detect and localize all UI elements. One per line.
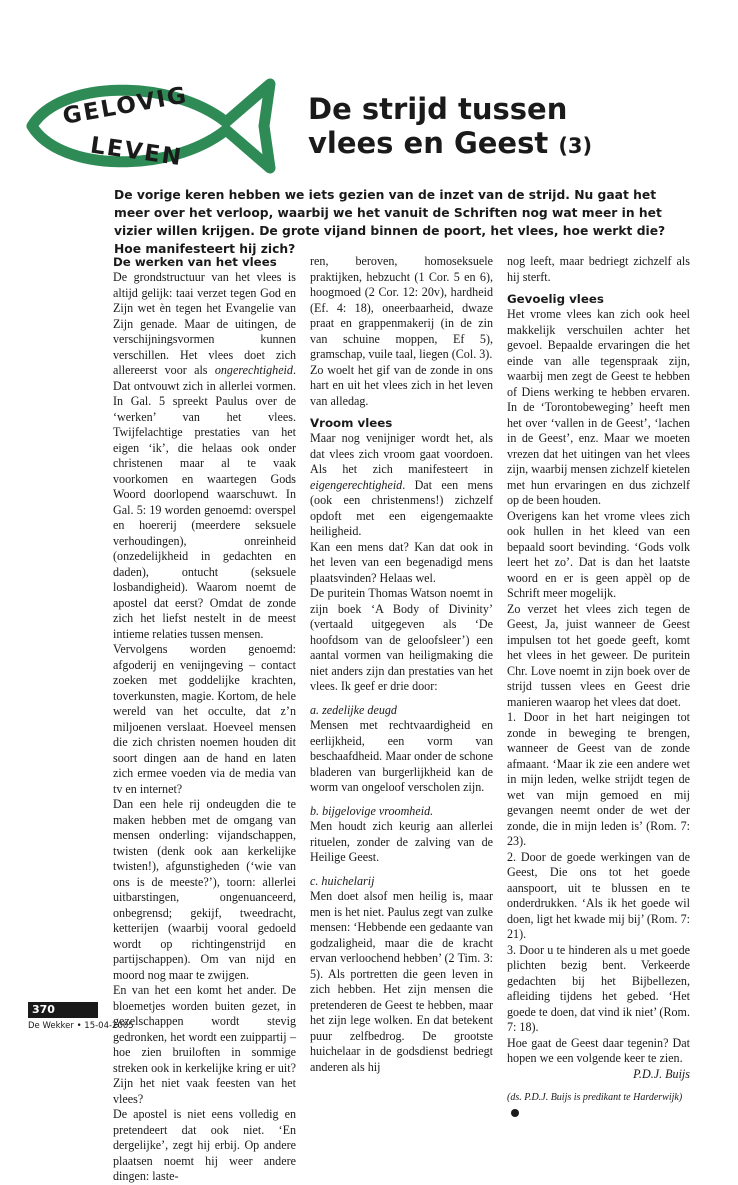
author-signature: P.D.J. Buijs — [633, 1066, 690, 1081]
heading-gevoelig-vlees: Gevoelig vlees — [507, 292, 604, 306]
paragraph: Het vrome vlees kan zich ook heel makkelijk verschuilen achter het gevoel. Bepaalde ervaringen die het einde van alle tegenspraak zijn, waarbij men zegt de Geest te hebben of Diens werking te hebben ervaren. In de ‘Torontobeweging’ heeft men het over ‘vallen in de Geest’, ‘lachen in de Geest’, enz. Maar we moeten vrezen dat het uitingen van het vlees zijn, waarbij mensen zichzelf kietelen met hun ervaringen en dus zichzelf op de been houden. — [507, 307, 691, 507]
logo-word-leven: LEVEN — [88, 132, 185, 172]
paragraph: Dan een hele rij ondeugden die te maken hebben met de omgang van mensen onderling: vijandschappen, twisten (denk ook aan kerkelijke twisten!), afgunstigheden (‘wie van ons is de meeste?’), toorn: allerlei uitbarstingen, ongenuanceerd, onbegrensd; gekijf, tweedracht, ketterijen (waarbij vooral gedoeld wordt op richtingenstrijd en partijschappen). Om van nijd en moord nog maar te zwijgen. — [113, 797, 296, 982]
paragraph: En van het een komt het ander. De bloemetjes worden buiten gezet, in gezelschappen wordt stevig gedronken, het wordt een zuippartij – hoe zien bruiloften in sommige streken ook in kerkelijke kring er uit? Zijn het niet vaak feesten van het vlees? — [113, 983, 296, 1106]
paragraph: Vervolgens worden genoemd: afgoderij en venijngeving – contact zoeken met goddelijke krachten, toverkunsten, magie. Kortom, de hele wereld van het occulte, dat z’n miljoenen verslaat. Hoeveel mensen die zich christen noemen houden dit soort dingen aan de hand en laten zich ermee voeden via de media van tv en internet? — [113, 642, 296, 796]
paragraph: nog leeft, maar bedriegt zichzelf als hij sterft. — [507, 254, 690, 284]
title-line-2: vlees en Geest — [308, 126, 549, 160]
journal-issue: De Wekker • 15-04-2005 — [28, 1021, 134, 1031]
gelovig-leven-fish-logo — [20, 72, 282, 180]
paragraph: Maar nog venijniger wordt het, als dat vlees zich vroom gaat voordoen. Als het zich manifesteert in eigengerechtigheid. Dat een mens (ook een christenmens!) zichzelf opdoft met een eigengemaakte heiligheid. — [310, 431, 493, 538]
paragraph: 1. Door in het hart neigingen tot zonde in beweging te brengen, wanneer de Geest van de zonde afmaant. ‘Maar ik zie een andere wet in mijn leden, welke strijdt tegen de wet van mijn gemoed en mij gevangen neemt onder de wet der zonde, die in mijn leden is’ (Rom. 7: 23). — [507, 710, 690, 848]
paragraph: Hoe gaat de Geest daar tegenin? Dat hopen we een volgende keer te zien. — [507, 1035, 690, 1065]
column-1 — [113, 254, 296, 1185]
page-number: 370 — [28, 1002, 98, 1018]
paragraph: De apostel is niet eens volledig en pretendeert dat ook niet. ‘En dergelijke’, zegt hij erbij. Op andere plaatsen noemt hij weer andere dingen: laste- — [113, 1107, 296, 1183]
paragraph: ren, beroven, homoseksuele praktijken, hebzucht (1 Cor. 5 en 6), hoogmoed (2 Cor. 12: 20v), hardheid (Ef. 4: 18), oneerbaarheid, dwaze praat en grappenmakerij (in de zin van schuine moppen, Ef 5), gramschap, vuile taal, liegen (Col. 3). — [310, 254, 493, 361]
column-2 — [310, 254, 493, 1075]
paragraph: 2. Door de goede werkingen van de Geest, Die ons tot het goede aanspoort, uit te blussen en te onderdrukken. ‘Als ik het goede wil doen, ligt het kwade mij bij’ (Rom. 7: 21). — [507, 849, 690, 941]
paragraph: De puritein Thomas Watson noemt in zijn boek ‘A Body of Divinity’ (vertaald uitgegeven als ‘De hoofdsom van de geloofsleer’) een aantal vormen van heiligmaking die niet anders zijn dan prestaties van het vlees. Ik geef er drie door: — [310, 586, 493, 693]
end-bullet-icon — [511, 1109, 519, 1117]
paragraph: Overigens kan het vrome vlees zich ook hullen in het kleed van een bepaald soort bevinding. ‘Gods volk leert het zo’. Dat is dan het laatste woord en er is geen appèl op de Schrift meer mogelijk. — [507, 508, 690, 600]
subheading-c: c. huichelarij — [310, 873, 375, 888]
logo-word-gelovig: GELOVIG — [60, 82, 190, 130]
heading-vroom-vlees: Vroom vlees — [310, 416, 393, 430]
article-intro: De vorige keren hebben we iets gezien van de inzet van de strijd. Nu gaat het meer over het verloop, waarbij we het vanuit de Schriften nog wat meer in het vizier willen krijgen. De grote vijand binnen de poort, het vlees, hoe werkt die? Hoe manifesteert hij zich? — [114, 188, 666, 256]
paragraph: Men houdt zich keurig aan allerlei rituelen, zonder de zalving van de Heilige Geest. — [310, 819, 493, 864]
paragraph: Zo woelt het gif van de zonde in ons hart en uit het vlees zich in het leven van alledag. — [310, 362, 493, 408]
subheading-a: a. zedelijke deugd — [310, 702, 397, 717]
paragraph: De grondstructuur van het vlees is altijd gelijk: taai verzet tegen God en Zijn wet èn tegen het Evangelie van Zijn genade. Maar de uitingen, de verschijningsvormen kunnen verschillen. Het vlees doet zich allereerst voor als ongerechtigheid. Dat ontvouwt zich in allerlei vormen. In Gal. 5 spreekt Paulus over de ‘werken’ van het vlees. Twijfelachtige prestaties van het eigen ‘ik’, die helaas ook onder christenen maar al te vaak voorkomen en waartegen Gods Woord doorlopend waarschuwt. In Gal. 5: 19 worden genoemd: overspel en hoererij (meerdere seksuele verhoudingen), onreinheid (onzedelijkheid in gedachten en daden), ontucht (seksuele losbandigheid). Waarom noemt de apostel dat eerst? Omdat de zonde zich het liefst nestelt in de meest intieme relaties tussen mensen. — [113, 270, 296, 641]
heading-werken-van-het-vlees: De werken van het vlees — [113, 255, 277, 269]
article-title — [308, 92, 592, 163]
subheading-b: b. bijgelovige vroomheid. — [310, 803, 434, 818]
title-part-number: (3) — [558, 134, 593, 158]
column-3 — [507, 254, 690, 1121]
author-footnote: (ds. P.D.J. Buijs is predikant te Harderwijk) — [507, 1090, 690, 1121]
paragraph: Mensen met rechtvaardigheid en eerlijkheid, een vorm van beschaafdheid. Maar onder de schone bladeren van burgerlijkheid kan de worm van ongeloof verscholen zijn. — [310, 718, 493, 794]
paragraph: Men doet alsof men heilig is, maar men is het niet. Paulus zegt van zulke mensen: ‘Hebbende een gedaante van godzaligheid, maar die de kracht ervan verloochend hebben’ (2 Tim. 3: 5). Als portretten die geen leven in zich hebben. Het zijn mensen die pretenderen de Geest te hebben, maar het zijn lege wolken. En dat betekent puur zelfbedrog. De grootste huichelaar in de godsdienst bedriegt anderen als hij — [310, 889, 493, 1074]
paragraph: Kan een mens dat? Kan dat ook in het leven van een begenadigd mens plaatsvinden? Helaas wel. — [310, 539, 493, 585]
paragraph: Zo verzet het vlees zich tegen de Geest, Ja, juist wanneer de Geest impulsen tot het goede geeft, komt het vlees in het geweer. De puritein Chr. Love noemt in zijn boek over de strijd tussen vlees en Geest drie manieren waarop het vlees dat doet. — [507, 601, 690, 709]
paragraph: 3. Door u te hinderen als u met goede plichten bezig bent. Verkeerde gedachten bij het Bijbellezen, afleiding tijdens het gebed. ‘Het goede te doen, dat vind ik niet’ (Rom. 7: 18). — [507, 942, 690, 1034]
title-line-1: De strijd tussen — [308, 92, 568, 126]
